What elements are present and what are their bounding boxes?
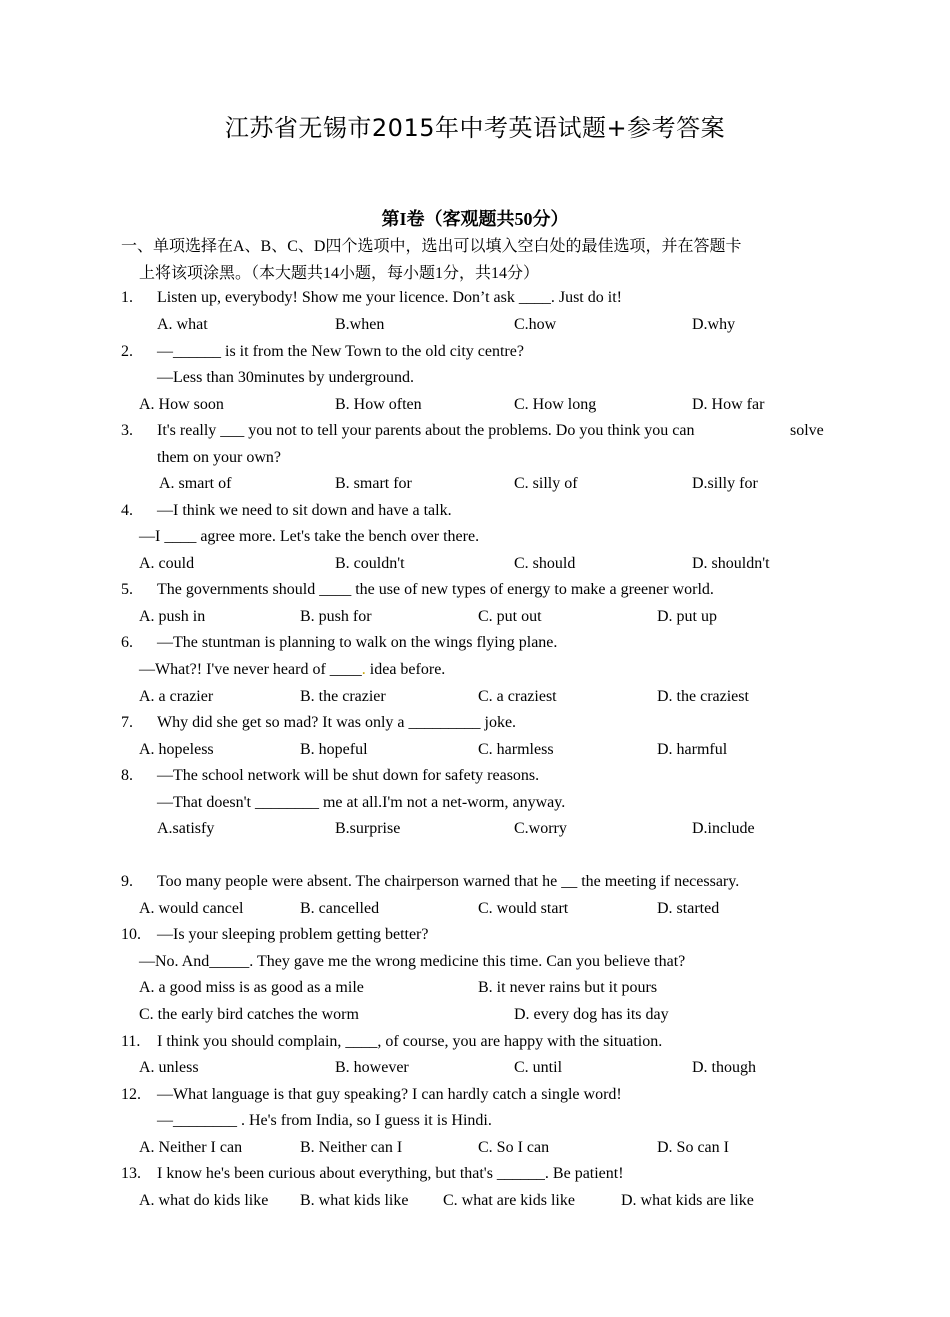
question-text: The governments should ____ the use of new types of energy to make a greener world. — [157, 581, 714, 598]
option: C. put out — [478, 608, 542, 625]
option: B. cancelled — [300, 900, 380, 917]
option: A. How soon — [139, 396, 224, 413]
question-text: —______ is it from the New Town to the old city centre? — [157, 343, 524, 360]
option: A. push in — [139, 608, 206, 625]
option: D.silly for — [692, 475, 758, 492]
question-number: 3. — [121, 422, 133, 439]
question-text: —I ____ agree more. Let's take the bench over there. — [139, 528, 480, 545]
option: D. started — [657, 900, 720, 917]
question-number: 13. — [121, 1165, 141, 1182]
question-text: —The school network will be shut down for safety reasons. — [157, 767, 540, 784]
option: D. harmful — [657, 741, 728, 758]
document-title: 江苏省无锡市2015年中考英语试题+参考答案 — [224, 114, 726, 142]
section-title: 第I卷（客观题共50分） — [381, 209, 569, 229]
question-number: 12. — [121, 1086, 141, 1103]
section-instructions — [121, 233, 841, 287]
question-number: 10. — [121, 926, 141, 943]
question-text: —I think we need to sit down and have a talk. — [157, 502, 452, 519]
option: A.satisfy — [157, 820, 215, 837]
option: C. the early bird catches the worm — [139, 1006, 359, 1023]
option: A. what do kids like — [139, 1192, 269, 1209]
option: C. a craziest — [478, 688, 557, 705]
option: A. Neither I can — [139, 1139, 243, 1156]
option: C. should — [514, 555, 576, 572]
question-text: —________ . He's from India, so I guess it is Hindi. — [157, 1112, 492, 1129]
question-number: 7. — [121, 714, 133, 731]
question-text: —Less than 30minutes by underground. — [157, 369, 415, 386]
option: A. smart of — [159, 475, 232, 492]
option: C. So I can — [478, 1139, 550, 1156]
question-text: —The stuntman is planning to walk on the wings flying plane. — [157, 634, 558, 651]
question-number: 8. — [121, 767, 133, 784]
option: B. it never rains but it pours — [478, 979, 658, 996]
question-number: 1. — [121, 289, 133, 306]
option: B. the crazier — [300, 688, 386, 705]
option: C. until — [514, 1059, 563, 1076]
option: C. what are kids like — [443, 1192, 575, 1209]
question-text: —That doesn't ________ me at all.I'm not a net-worm, anyway. — [157, 794, 566, 811]
question-number: 6. — [121, 634, 133, 651]
option: D. though — [692, 1059, 756, 1076]
question-text: solve — [790, 422, 824, 439]
option: B. however — [335, 1059, 409, 1076]
instruction-line: 一、单项选择在A、B、C、D四个选项中，选出可以填入空白处的最佳选项，并在答题卡 — [121, 238, 742, 255]
option: D. So can I — [657, 1139, 729, 1156]
option: A. could — [139, 555, 195, 572]
option: C.worry — [514, 820, 567, 837]
question-text: Too many people were absent. The chairperson warned that he __ the meeting if necessary. — [157, 873, 740, 890]
option: B. How often — [335, 396, 422, 413]
option: A. what — [157, 316, 208, 333]
question-text-part: —What?! I've never heard of ____ — [139, 661, 362, 678]
option: B.when — [335, 316, 385, 333]
question-text: It's really ___ you not to tell your parents about the problems. Do you think you can — [157, 422, 695, 439]
question-number: 5. — [121, 581, 133, 598]
option: D. what kids are like — [621, 1192, 754, 1209]
question-text — [139, 660, 445, 680]
option: C.how — [514, 316, 557, 333]
option: C. harmless — [478, 741, 554, 758]
option: B.surprise — [335, 820, 401, 837]
question-text: —What language is that guy speaking? I can hardly catch a single word! — [157, 1086, 622, 1103]
option: B. couldn't — [335, 555, 405, 572]
question-text: them on your own? — [157, 449, 281, 466]
question-number: 11. — [121, 1033, 141, 1050]
option: D. every dog has its day — [514, 1006, 669, 1023]
question-number: 9. — [121, 873, 133, 890]
option: A. unless — [139, 1059, 199, 1076]
option: B. what kids like — [300, 1192, 409, 1209]
question-text: —Is your sleeping problem getting better? — [157, 926, 429, 943]
option: C. How long — [514, 396, 597, 413]
option: C. silly of — [514, 475, 578, 492]
option: A. a crazier — [139, 688, 214, 705]
question-text: I think you should complain, ____, of course, you are happy with the situation. — [157, 1033, 663, 1050]
option: B. hopeful — [300, 741, 368, 758]
option: A. hopeless — [139, 741, 214, 758]
question-number: 4. — [121, 502, 133, 519]
option: D.include — [692, 820, 755, 837]
option: D.why — [692, 316, 736, 333]
question-text: —No. And_____. They gave me the wrong medicine this time. Can you believe that? — [139, 953, 686, 970]
option: D. shouldn't — [692, 555, 770, 572]
option: B. push for — [300, 608, 372, 625]
highlight-mark: . — [361, 661, 366, 678]
option: B. Neither can I — [300, 1139, 403, 1156]
question-text: I know he's been curious about everything, but that's ______. Be patient! — [157, 1165, 624, 1182]
option: D. How far — [692, 396, 765, 413]
option: D. put up — [657, 608, 717, 625]
instruction-line: 上将该项涂黑。（本大题共14小题，每小题1分，共14分） — [139, 265, 540, 282]
option: A. would cancel — [139, 900, 244, 917]
option: B. smart for — [335, 475, 412, 492]
option: A. a good miss is as good as a mile — [139, 979, 364, 996]
option: C. would start — [478, 900, 569, 917]
question-number: 2. — [121, 343, 133, 360]
question-text: Listen up, everybody! Show me your licence. Don’t ask ____. Just do it! — [157, 289, 622, 306]
question-text: Why did she get so mad? It was only a _________ joke. — [157, 714, 517, 731]
option: D. the craziest — [657, 688, 749, 705]
question-text-part: idea before. — [365, 661, 446, 678]
